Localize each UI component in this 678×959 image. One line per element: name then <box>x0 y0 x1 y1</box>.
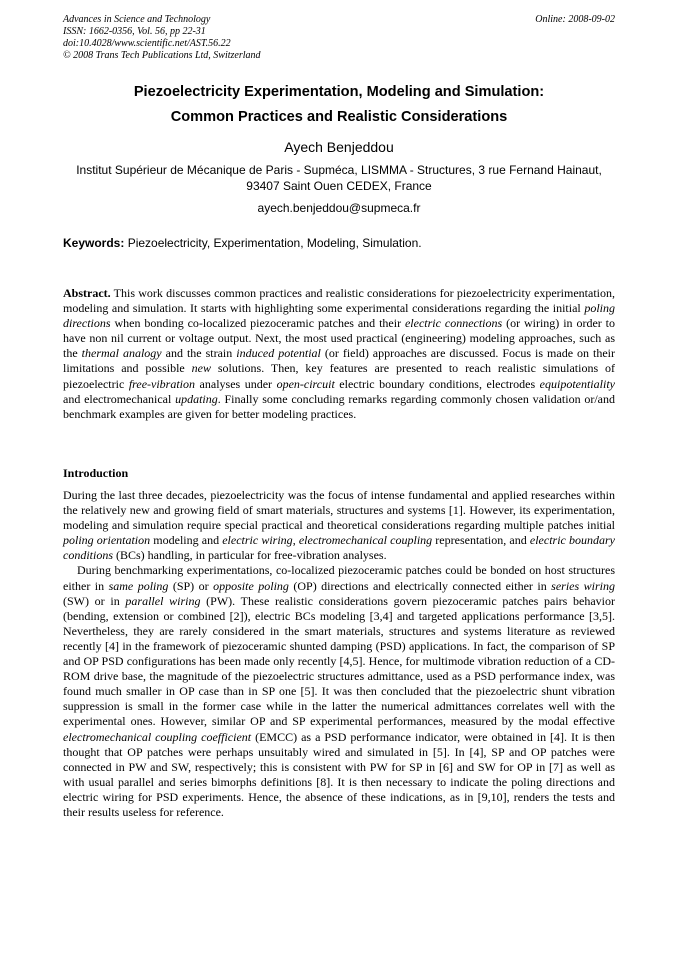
journal-header <box>63 14 615 62</box>
abstract-body <box>63 286 615 421</box>
italic-term: parallel wiring <box>125 593 201 608</box>
italic-term: poling orientation <box>63 533 151 548</box>
text-run: During the last three decades, piezoelectricity was the focus of intense fundamental and applied researches within the relatively new and growing field of smart materials, structures and systems [1]. However, its experimentation, modeling and simulation require special practical and theoretical considerations regarding multiple patches initial <box>63 488 615 533</box>
italic-term: same poling <box>108 578 169 593</box>
text-run: (PW). These realistic considerations govern piezoceramic patches pairs behavior (bending, extension or combined [2]), electric BCs modeling [3,4] and targeted applications performance [3,5]. Nevertheless, they are rarely considered in the smart materials, structures and systems literature as reviewed recently [4] in the framework of piezoceramic shunted damping (PSD) applications. In fact, the comparison of SP and OP PSD configurations has been made only recently [4,5]. Hence, for multimode vibration reduction of a CD-ROM drive base, the magnitude of the piezoelectric structures admittance, used as a PSD performance index, was found much smaller in OP case than in SP one [5]. It was then concluded that the piezoelectric shunt vibration suppression is small in the former case while in the latter the numerical admittances correlates well with the experimental ones. However, similar OP and SP experimental performances, measured by the modal effective <box>63 593 616 729</box>
italic-term: poling directions <box>63 301 615 331</box>
author-affiliation: Institut Supérieur de Mécanique de Paris - Supméca, LISMMA - Structures, 3 rue Fernand Hainaut, 93407 Saint Ouen CEDEX, France <box>76 163 602 193</box>
section-heading-introduction: Introduction <box>63 466 129 480</box>
text-run: This work discusses common practices and realistic considerations for piezoelectricity experimentation, modeling and simulation. It starts with highlighting some experimental considerations regarding the initial <box>63 286 615 316</box>
italic-term: electric wiring <box>222 533 293 548</box>
text-run: (OP) directions and electrically connected either in <box>288 578 552 593</box>
keywords <box>63 235 615 251</box>
paragraph <box>63 488 615 563</box>
journal-copyright: © 2008 Trans Tech Publications Ltd, Switzerland <box>63 50 261 61</box>
text-run: (EMCC) as a PSD performance indicator, were obtained in [4]. It is then thought that OP patches were perhaps unsuitably wired and simulated in [5]. In [4], SP and OP patches were connected in PW and SW, respectively; this is consistent with PW for SP in [6] and SW for OP in [7] as well as with usual parallel and series bimorphs definitions [8]. It is then necessary to indicate the poling directions and electric wiring for PSD experiments. Hence, the absence of these indications, as in [9,10], renders the tests and their results useless for reference. <box>63 729 615 819</box>
text-run: . Finally some concluding remarks regarding commonly chosen validation or/and benchmark examples are given for better modeling practices. <box>63 391 616 421</box>
text-run: and electromechanical <box>63 391 176 406</box>
italic-term: equipotentiality <box>539 376 615 391</box>
italic-term: electric boundary conditions <box>63 533 615 563</box>
text-run: analyses under <box>195 376 277 391</box>
italic-term: electromechanical coupling coefficient <box>63 729 252 744</box>
text-run: representation, and <box>432 533 530 548</box>
text-run: (or field) approaches are discussed. Focus is made on their limitations and possible <box>63 346 615 376</box>
journal-doi: doi:10.4028/www.scientific.net/AST.56.22 <box>63 38 231 49</box>
italic-term: series wiring <box>551 578 615 593</box>
text-run: (BCs) handling, in particular for free-vibration analyses. <box>113 548 387 563</box>
keywords-text: Piezoelectricity, Experimentation, Modeling, Simulation. <box>124 236 422 250</box>
journal-name: Advances in Science and Technology <box>63 14 211 25</box>
italic-term: induced potential <box>236 346 321 361</box>
text-run: (SW) or in <box>63 593 126 608</box>
italic-term: free-vibration <box>128 376 196 391</box>
italic-term: open-circuit <box>276 376 335 391</box>
paper-title-line-1: Piezoelectricity Experimentation, Modeling and Simulation: <box>133 84 545 100</box>
author-name: Ayech Benjeddou <box>284 139 394 155</box>
journal-issn: ISSN: 1662-0356, Vol. 56, pp 22-31 <box>63 26 206 37</box>
italic-term: updating <box>175 391 218 406</box>
abstract-label: Abstract. <box>63 286 111 300</box>
paper-title-line-2: Common Practices and Realistic Considerations <box>170 109 508 125</box>
online-date: Online: 2008-09-02 <box>535 14 615 25</box>
text-run: (or wiring) in order to have non nil current or voltage output. Next, the most used practical (engineering) modeling approaches, such as the <box>63 316 615 361</box>
keywords-label: Keywords: <box>63 236 125 250</box>
introduction-body <box>63 488 615 820</box>
text-run: and the strain <box>161 346 237 361</box>
paper-title <box>40 80 638 130</box>
italic-term: thermal analogy <box>81 346 162 361</box>
text-run: electric boundary conditions, electrodes <box>334 376 540 391</box>
italic-term: electric connections <box>404 316 503 331</box>
text-run: solutions. Then, key features are presented to reach realistic simulations of piezoelectric <box>63 361 615 391</box>
abstract <box>63 286 615 422</box>
text-run: when bonding co-localized piezoceramic patches and their <box>110 316 405 331</box>
text-run: , <box>292 533 299 548</box>
text-run: During benchmarking experimentations, co-localized piezoceramic patches could be bonded on host structures either in <box>63 563 615 593</box>
text-run: (SP) or <box>168 578 214 593</box>
italic-term: opposite poling <box>213 578 289 593</box>
italic-term: new <box>191 361 211 376</box>
italic-term: electromechanical coupling <box>298 533 433 548</box>
author-email[interactable]: ayech.benjeddou@supmeca.fr <box>257 201 421 215</box>
paragraph <box>63 563 615 820</box>
text-run: modeling and <box>150 533 223 548</box>
